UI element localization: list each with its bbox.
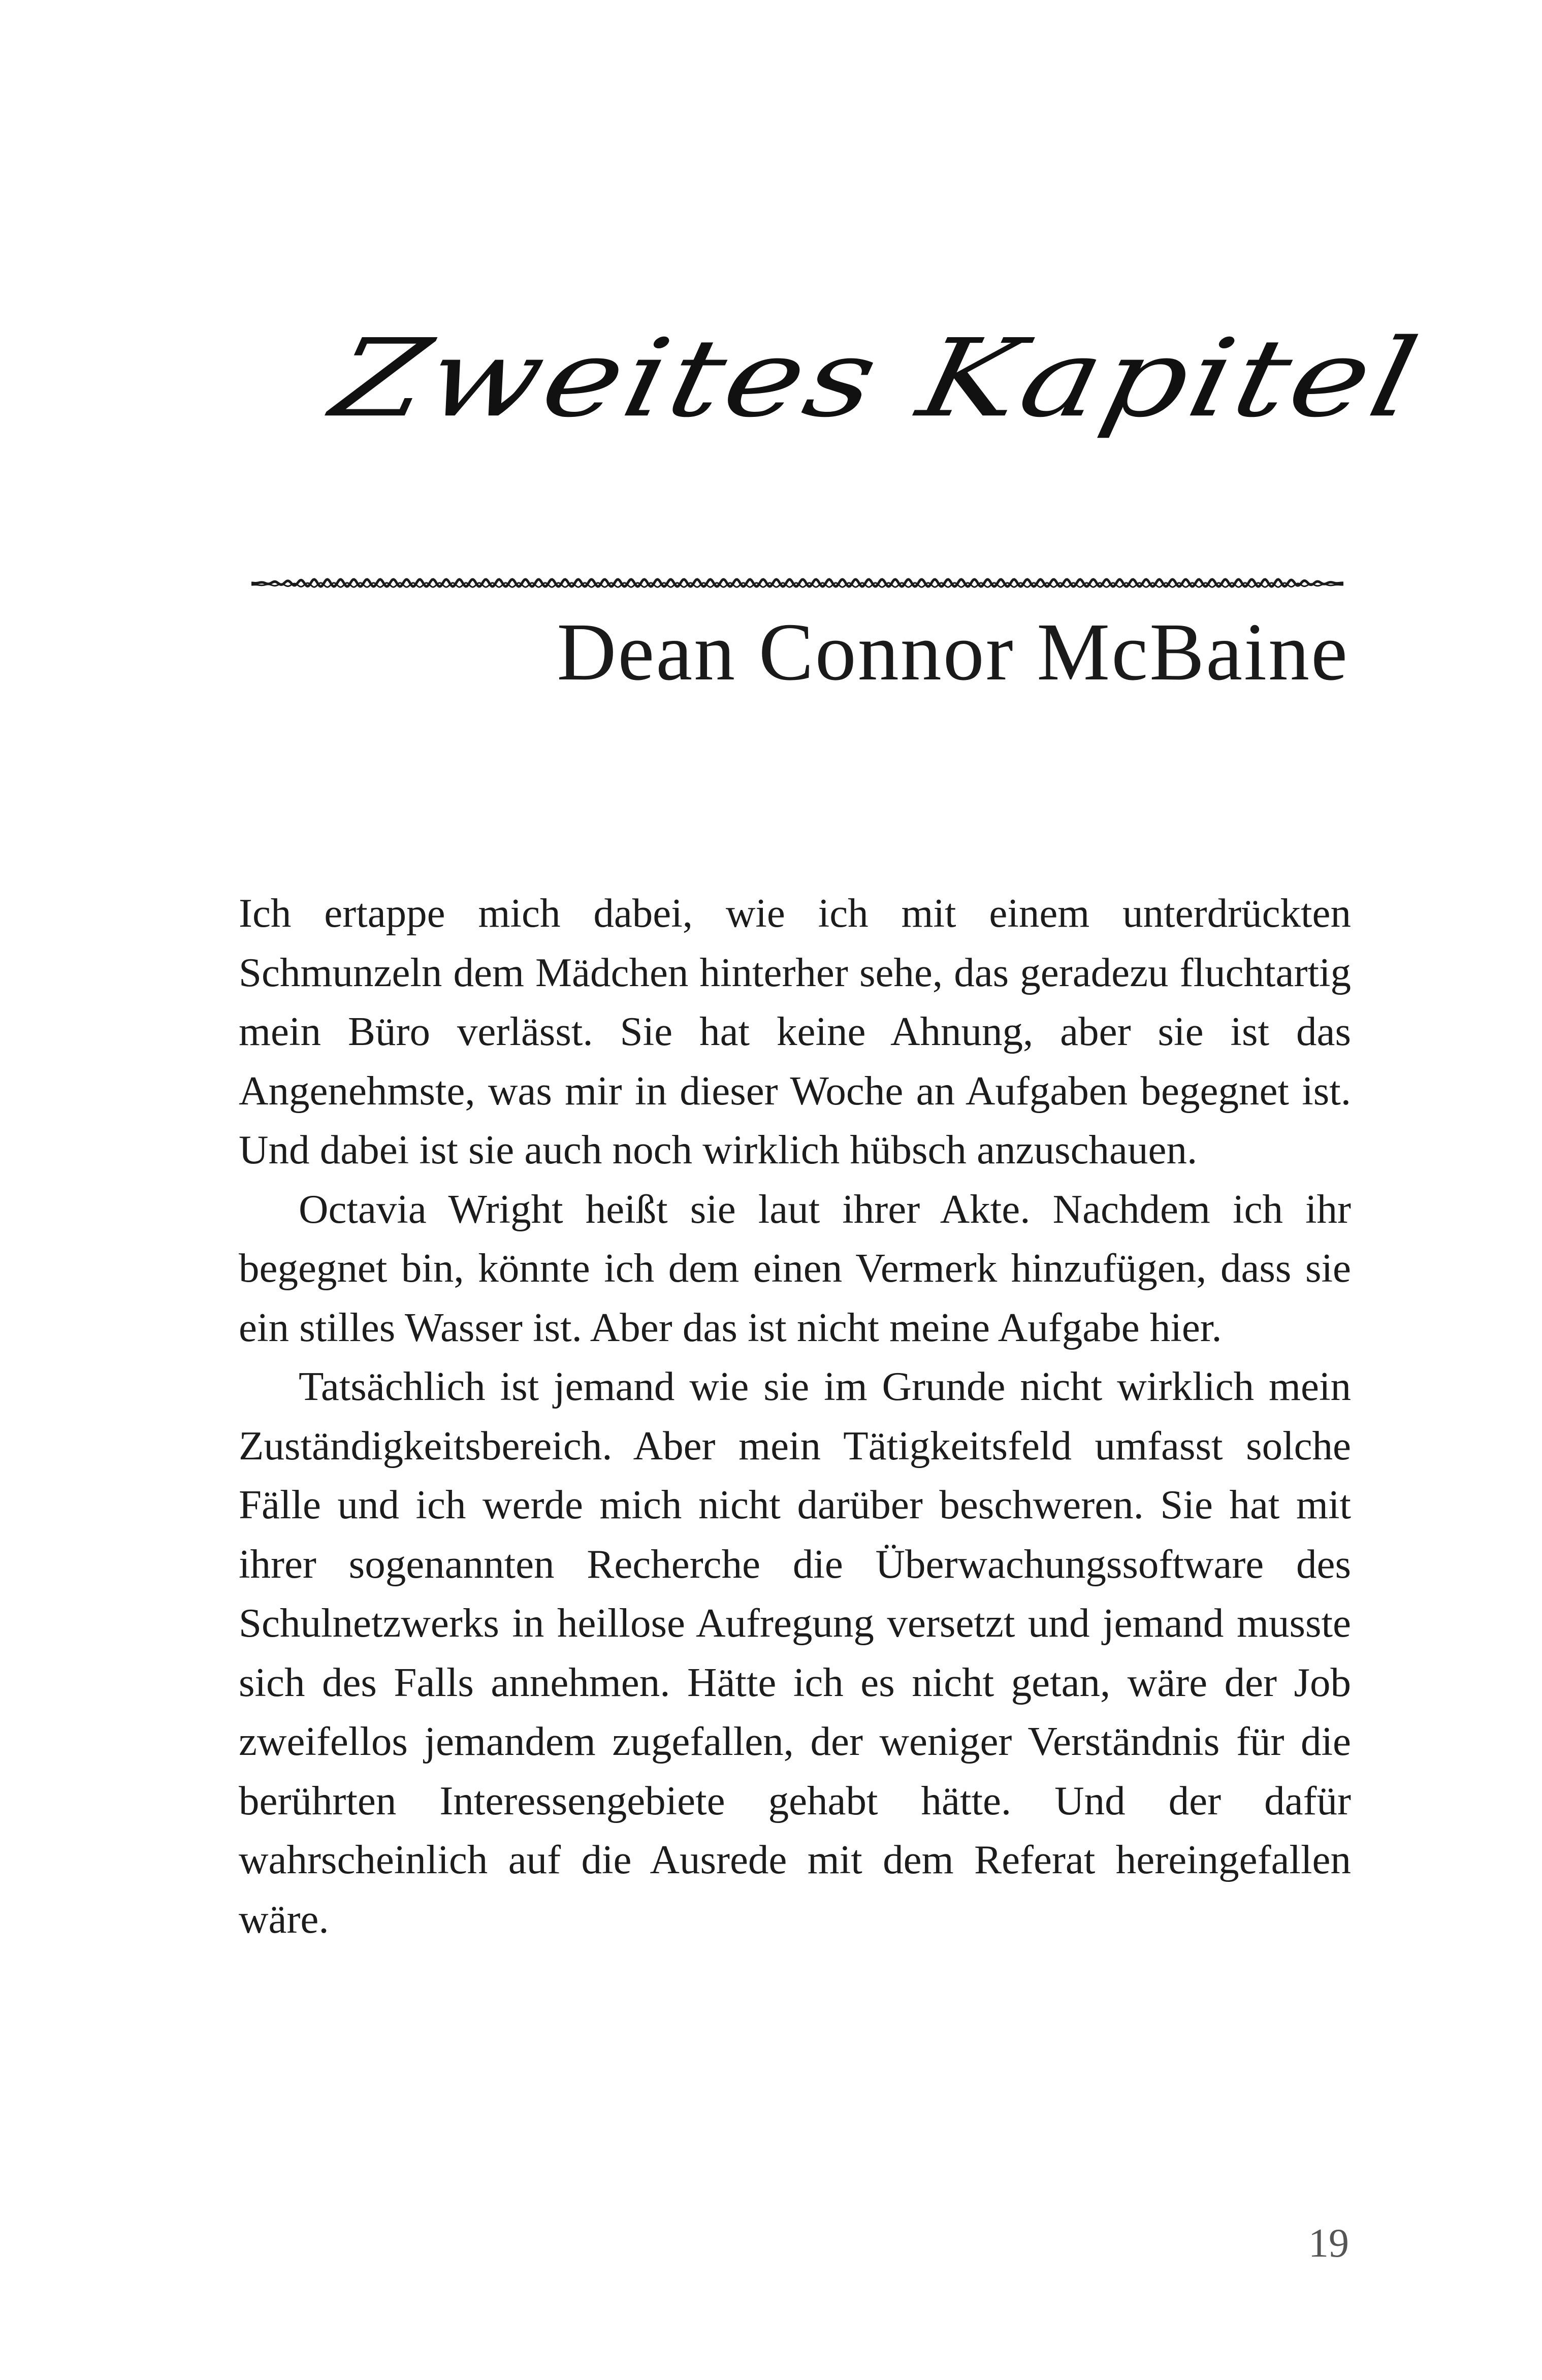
paragraph: Ich ertappe mich dabei, wie ich mit einem unterdrückten Schmunzeln dem Mädchen hinterher sehe, das geradezu fluchtartig mein Büro verlässt. Sie hat keine Ahnung, aber sie ist das Angenehmste, was mir in dieser Woche an Aufgaben begegnet ist. Und dabei ist sie auch noch wirklich hübsch anzuschauen. (239, 890, 1351, 1172)
paragraph: Tatsächlich ist jemand wie sie im Grunde nicht wirklich mein Zuständigkeitsbereich. Aber mein Tätigkeitsfeld umfasst solche Fälle und ich werde mich nicht darüber beschweren. Sie hat mit ihrer sogenannten Recherche die Überwachungssoftware des Schulnetzwerks in heillose Aufregung versetzt und jemand musste sich des Falls annehmen. Hätte ich es nicht getan, wäre der Job zweifellos jemandem zugefallen, der weniger Verständnis für die berührten Interessengebiete gehabt hätte. Und der dafür wahrscheinlich auf die Ausrede mit dem Referat hereingefallen wäre. (239, 1363, 1351, 1942)
chapter-pov-name: Dean Connor McBaine (557, 607, 1349, 698)
chapter-title: Zweites Kapitel (323, 316, 1431, 441)
paragraph: Octavia Wright heißt sie laut ihrer Akte. Nachdem ich ihr begegnet bin, könnte ich dem einen Vermerk hinzufügen, dass sie ein stilles Wasser ist. Aber das ist nicht meine Aufgabe hier. (239, 1186, 1351, 1350)
wavy-divider-ornament (251, 572, 1343, 594)
page-number: 19 (1308, 2221, 1349, 2266)
body-text (239, 884, 1351, 1948)
